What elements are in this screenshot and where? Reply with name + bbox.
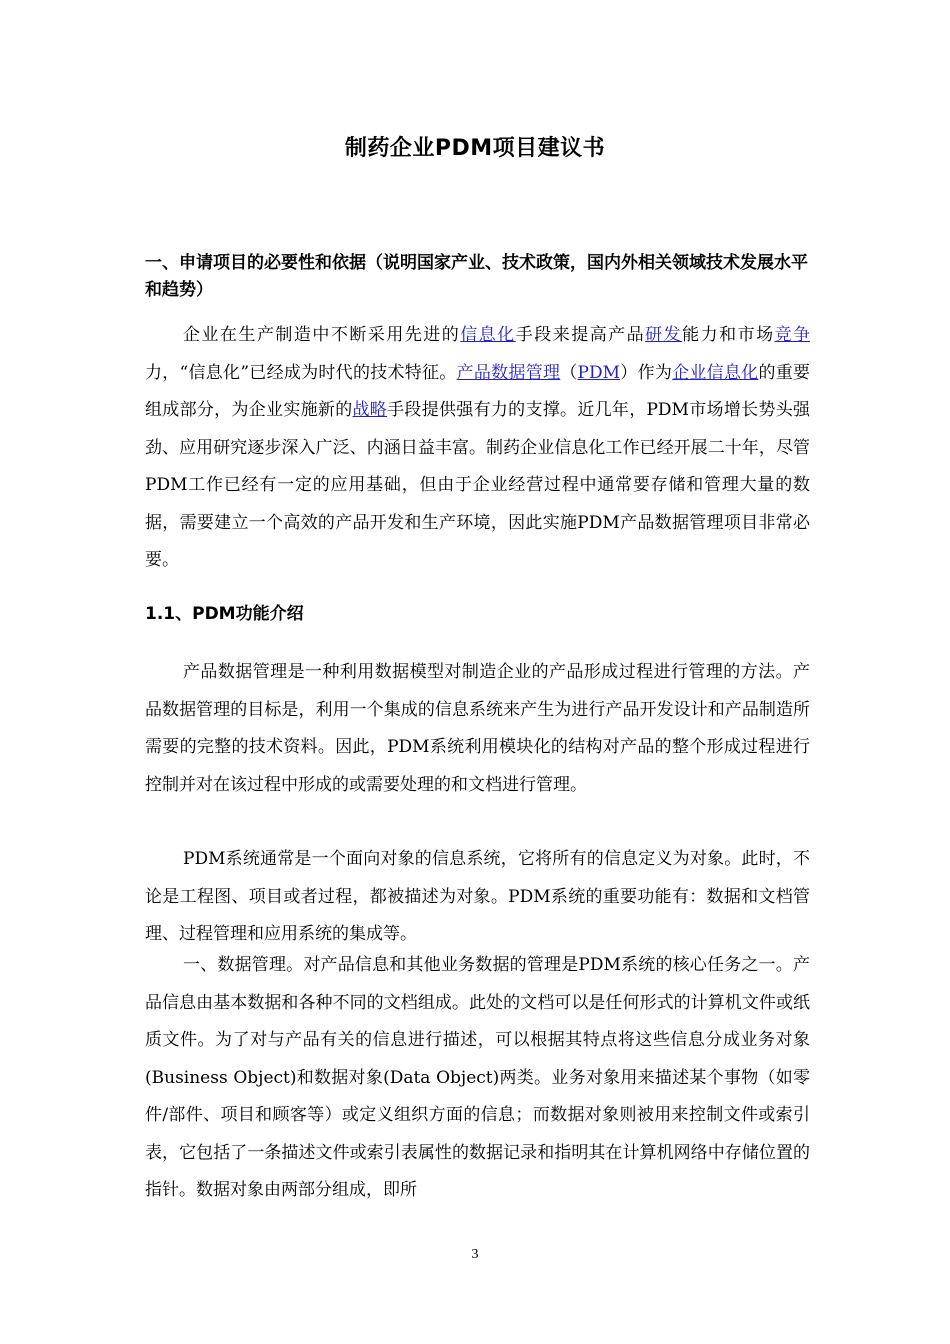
hyperlink[interactable]: 信息化 [460, 325, 516, 345]
hyperlink[interactable]: 竞争 [774, 325, 811, 345]
paragraph-text: 手段来提高产品 [515, 325, 646, 345]
hyperlink[interactable]: PDM [577, 362, 621, 383]
paragraph-text: ）作为 [620, 362, 673, 383]
section-paragraph-intro [145, 317, 810, 580]
paragraph-text: 能力和市场 [682, 325, 775, 345]
paragraph-pdm-definition: 产品数据管理是一种利用数据模型对制造企业的产品形成过程进行管理的方法。产品数据管理的目标是，利用一个集成的信息系统来产生为进行产品开发设计和产品制造所需要的完整的技术资料。因此，PDM系统利用模块化的结构对产品的整个形成过程进行控制并对在该过程中形成的或需要处理的和文档进行管理。 [145, 662, 810, 795]
paragraph-text: 力，“信息化”已经成为时代的技术特征。 [145, 362, 457, 383]
paragraph-data-management: 一、数据管理。对产品信息和其他业务数据的管理是PDM系统的核心任务之一。产品信息由基本数据和各种不同的文档组成。此处的文档可以是任何形式的计算机文件或纸质文件。为了对与产品有关的信息进行描述，可以根据其特点将这些信息分成业务对象(Business Object)和数据对象(Data Object)两类。业务对象用来描述某个事物（如零件/部件、项目和顾客等）或定义组织方面的信息；而数据对象则被用来控制文件或索引表，它包括了一条描述文件或索引表属性的数据记录和指明其在计算机网络中存储位置的指针。数据对象由两部分组成，即所 [145, 955, 810, 1200]
hyperlink[interactable]: 企业信息化 [672, 362, 759, 383]
page-number: 3 [471, 1247, 479, 1262]
section-heading-pdm-functions: 1.1、PDM功能介绍 [145, 604, 304, 624]
hyperlink[interactable]: 战略 [352, 400, 388, 420]
hyperlink[interactable]: 研发 [645, 325, 683, 345]
paragraph-text: （ [560, 362, 578, 383]
paragraph-pdm-object-system: PDM系统通常是一个面向对象的信息系统，它将所有的信息定义为对象。此时，不论是工程图、项目或者过程，都被描述为对象。PDM系统的重要功能有：数据和文档管理、过程管理和应用系统的集成等。 [145, 849, 810, 944]
document-title: 制药企业PDM项目建议书 [344, 136, 606, 161]
paragraph-text: 的重要组成部分，为企业实施新的 [145, 362, 811, 420]
hyperlink[interactable]: 产品数据管理 [456, 362, 561, 383]
paragraph-text: 企业在生产制造中不断采用先进的 [183, 325, 461, 345]
section-heading-necessity: 一、申请项目的必要性和依据（说明国家产业、技术政策，国内外相关领域技术发展水平和趋势） [145, 253, 808, 300]
paragraph-text: 手段提供强有力的支撑。近几年，PDM市场增长势头强劲、应用研究逐步深入广泛、内涵日益丰富。制药企业信息化工作已经开展二十年，尽管PDM工作已经有一定的应用基础，但由于企业经营过程中通常要存储和管理大量的数据，需要建立一个高效的产品开发和生产环境，因此实施PDM产品数据管理项目非常必要。 [145, 400, 811, 570]
